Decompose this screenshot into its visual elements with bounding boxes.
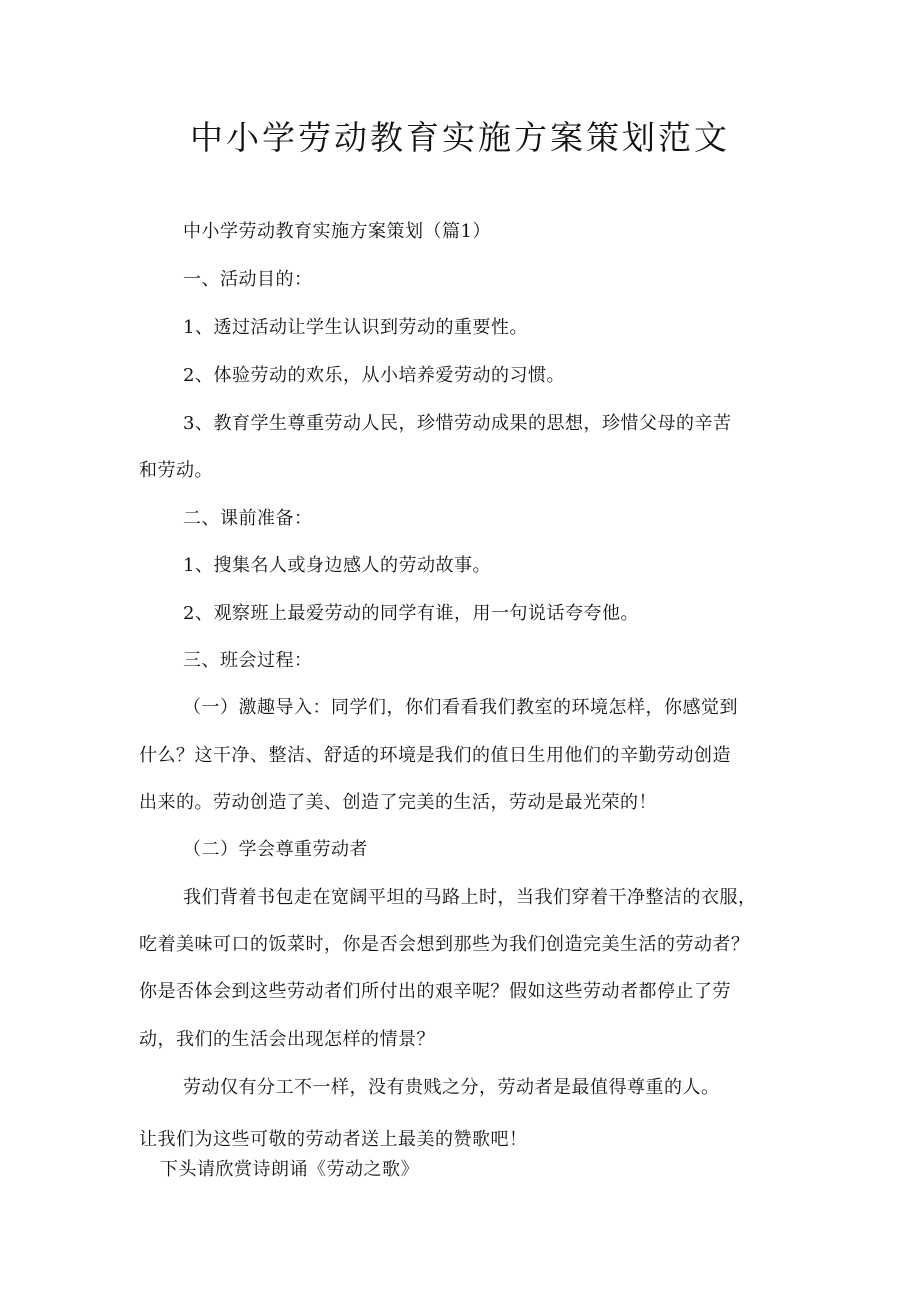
paragraph-line: 2、体验劳动的欢乐，从小培养爱劳动的习惯。 — [183, 365, 565, 386]
section-heading-article-1: 中小学劳动教育实施方案策划（篇1） — [183, 221, 491, 242]
paragraph-line: 让我们为这些可敬的劳动者送上最美的赞歌吧！ — [139, 1129, 528, 1150]
paragraph-line: 和劳动。 — [139, 460, 213, 481]
paragraph-line: 1、透过活动让学生认识到劳动的重要性。 — [183, 317, 528, 338]
heading-activity-purpose: 一、活动目的： — [183, 269, 313, 290]
heading-preparation: 二、课前准备： — [183, 508, 313, 529]
paragraph-line: 下头请欣赏诗朗诵《劳动之歌》 — [160, 1159, 419, 1180]
paragraph-line: 2、观察班上最爱劳动的同学有谁，用一句说话夸夸他。 — [183, 603, 639, 624]
paragraph-line: 1、搜集名人或身边感人的劳动故事。 — [183, 555, 491, 576]
paragraph-line: 动，我们的生活会出现怎样的情景？ — [139, 1029, 435, 1050]
paragraph-line: 我们背着书包走在宽阔平坦的马路上时，当我们穿着干净整洁的衣服， — [183, 887, 757, 908]
paragraph-line: 什么？这干净、整洁、舒适的环境是我们的值日生用他们的辛勤劳动创造 — [139, 745, 731, 766]
paragraph-line: （一）激趣导入：同学们，你们看看我们教室的环境怎样，你感觉到 — [183, 697, 738, 718]
paragraph-line: 劳动仅有分工不一样，没有贵贱之分，劳动者是最值得尊重的人。 — [183, 1077, 720, 1098]
paragraph-line: 你是否体会到这些劳动者们所付出的艰辛呢？假如这些劳动者都停止了劳 — [139, 981, 731, 1002]
paragraph-line: 吃着美味可口的饭菜时，你是否会想到那些为我们创造完美生活的劳动者？ — [139, 934, 750, 955]
heading-class-meeting-process: 三、班会过程： — [183, 650, 313, 671]
paragraph-line: 出来的。劳动创造了美、创造了完美的生活，劳动是最光荣的！ — [139, 792, 657, 813]
document-title: 中小学劳动教育实施方案策划范文 — [190, 118, 730, 157]
subheading-respect-workers: （二）学会尊重劳动者 — [183, 839, 368, 860]
paragraph-line: 3、教育学生尊重劳动人民，珍惜劳动成果的思想，珍惜父母的辛苦 — [183, 413, 732, 434]
